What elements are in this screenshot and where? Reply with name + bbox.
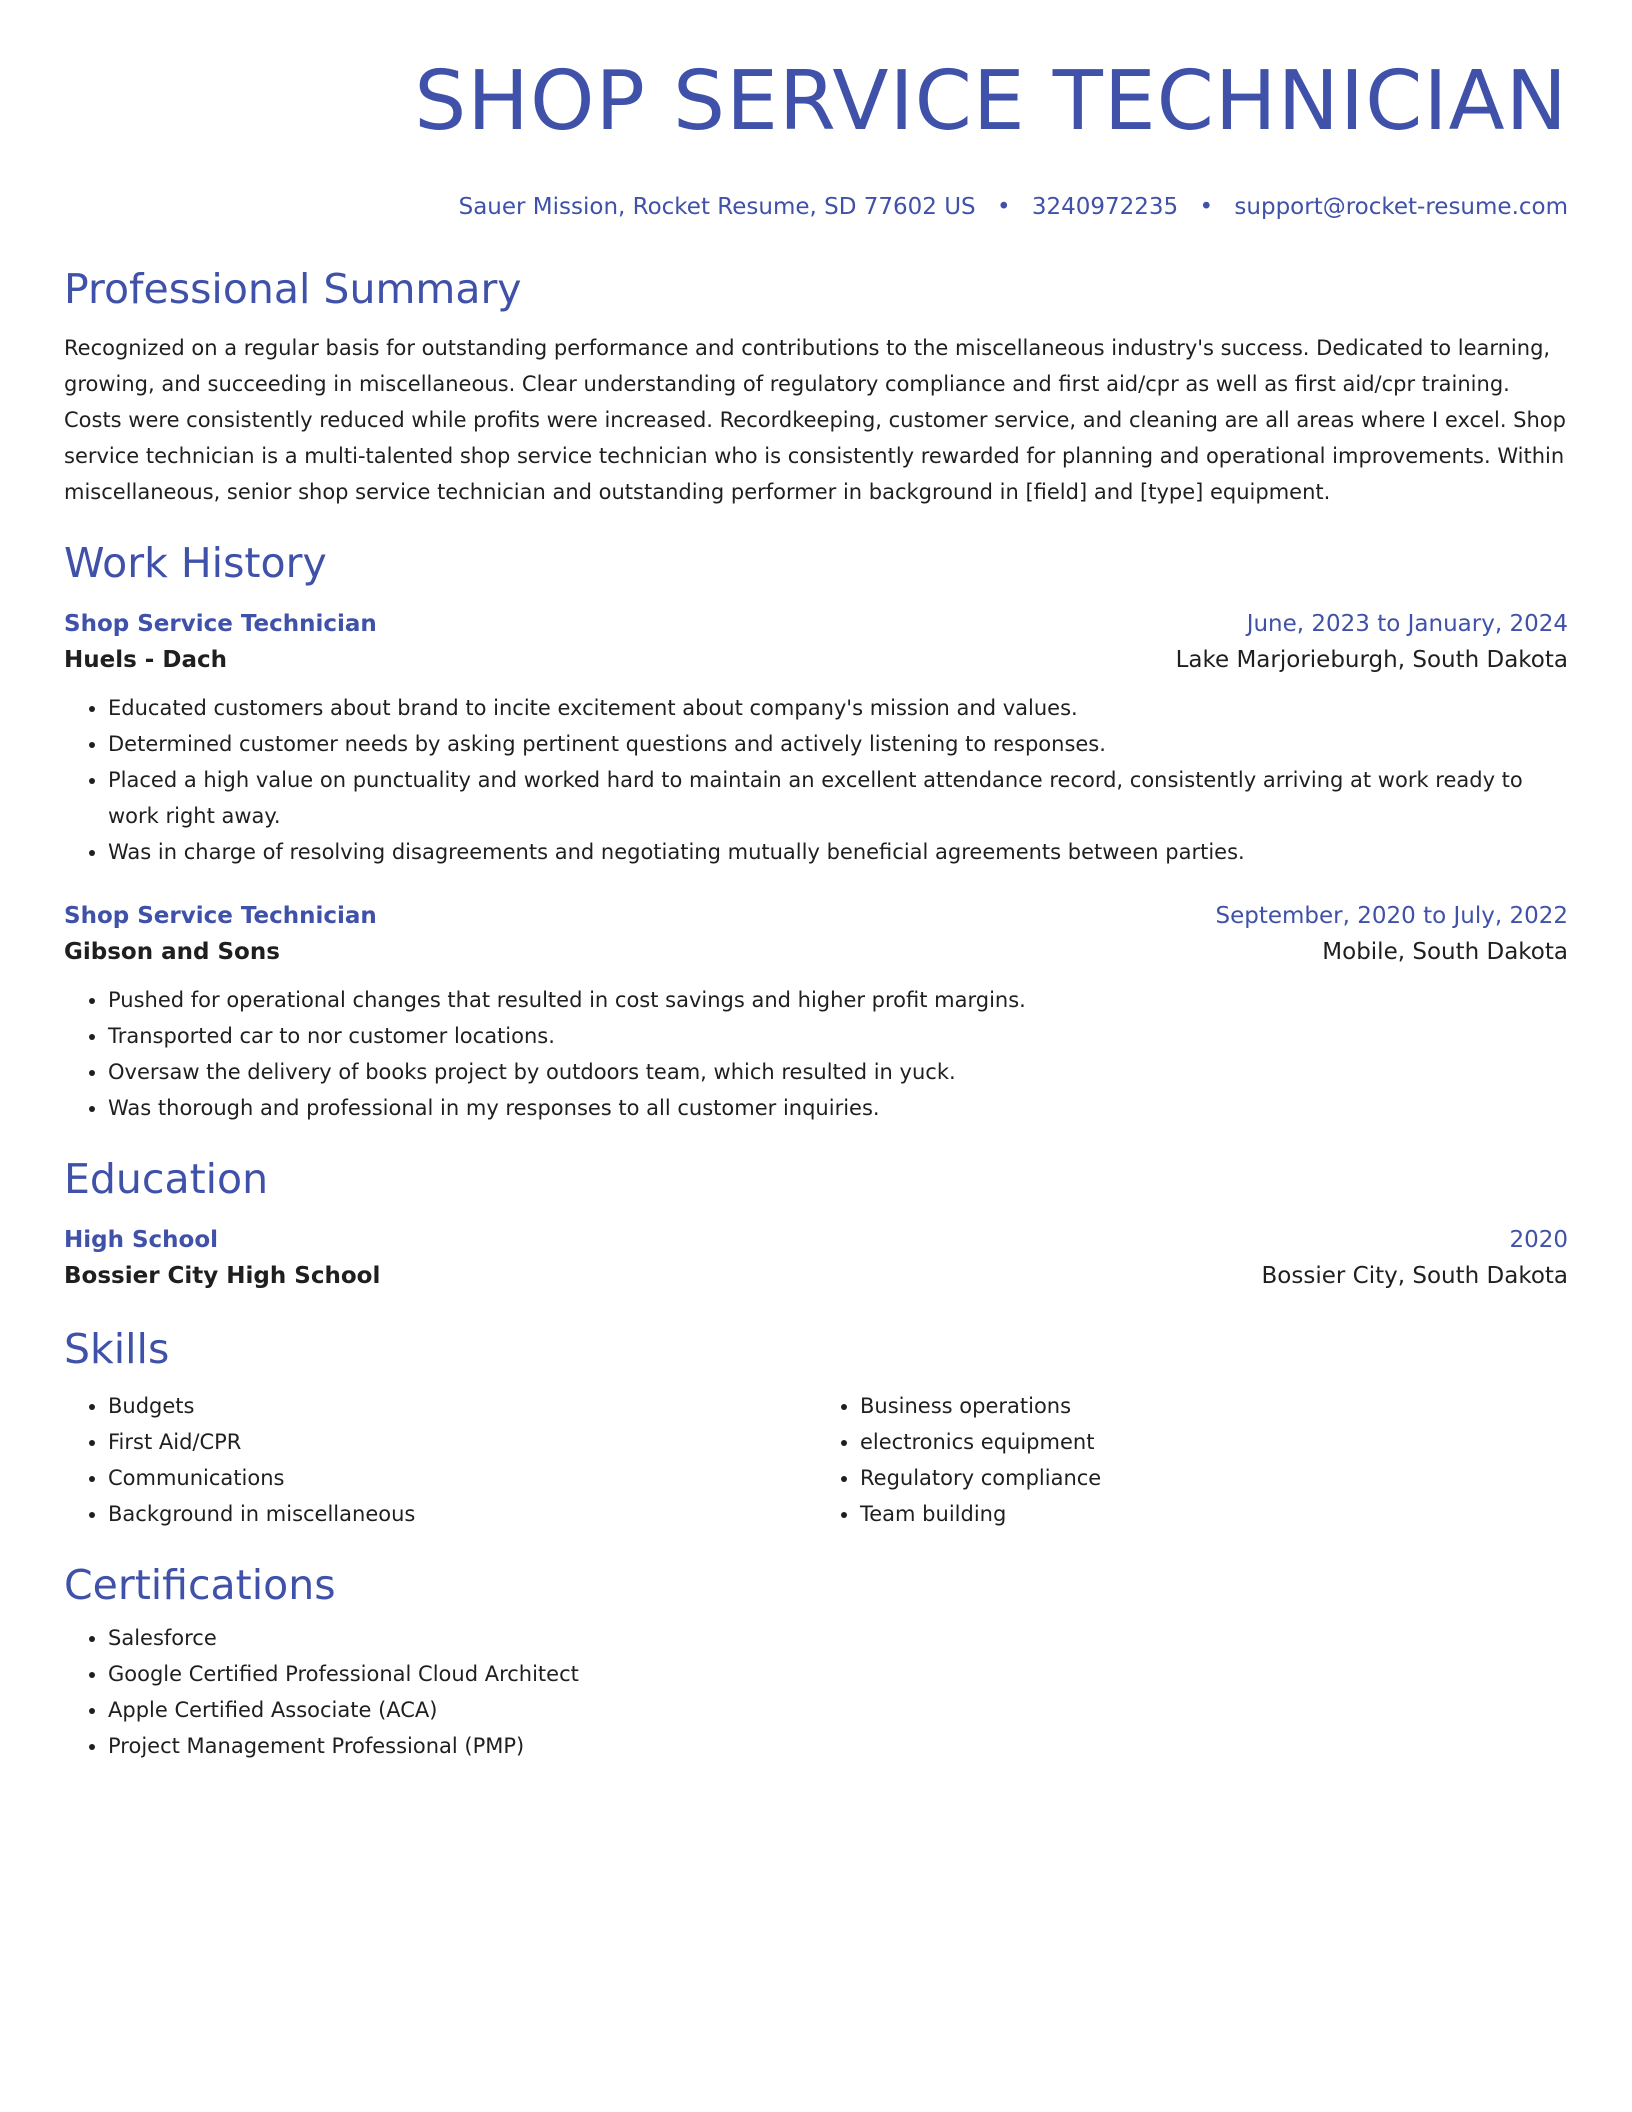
section-heading-work-history: Work History xyxy=(64,539,327,587)
certification-item: • Project Management Professional (PMP) xyxy=(108,1728,1568,1764)
skill-item: • First Aid/CPR xyxy=(108,1424,816,1460)
job-location: Lake Marjorieburgh, South Dakota xyxy=(1175,647,1568,673)
skills-grid xyxy=(64,1388,1568,1532)
summary-section xyxy=(64,264,1568,510)
job-role: Shop Service Technician xyxy=(64,611,377,637)
contact-email: support@rocket-resume.com xyxy=(1234,194,1568,220)
job-bullet-list xyxy=(64,982,1568,1126)
skills-section xyxy=(64,1324,1568,1532)
job-role: Shop Service Technician xyxy=(64,903,377,929)
job-entry xyxy=(64,900,1568,1126)
job-company-row xyxy=(64,640,1568,680)
skill-item: • Background in miscellaneous xyxy=(108,1496,816,1532)
skills-column-left xyxy=(64,1388,816,1532)
certifications-section xyxy=(64,1560,1568,1764)
education-entry xyxy=(64,1224,1568,1296)
contact-separator: • xyxy=(1199,194,1214,220)
job-entry xyxy=(64,608,1568,870)
job-bullet: • Was in charge of resolving disagreements and negotiating mutually beneficial agreements between parties. xyxy=(108,834,1568,870)
section-heading-certifications: Certifications xyxy=(64,1561,336,1609)
section-heading-education: Education xyxy=(64,1155,269,1203)
job-header-row xyxy=(64,608,1568,640)
contact-separator: • xyxy=(996,194,1011,220)
job-location: Mobile, South Dakota xyxy=(1322,939,1568,965)
job-bullet-list xyxy=(64,690,1568,870)
job-dates: June, 2023 to January, 2024 xyxy=(1246,611,1568,637)
candidate-title: SHOP SERVICE TECHNICIAN xyxy=(414,54,1568,149)
education-header-row xyxy=(64,1224,1568,1256)
skill-item: • Business operations xyxy=(860,1388,1568,1424)
contact-address: Sauer Mission, Rocket Resume, SD 77602 US xyxy=(458,194,976,220)
education-school-row xyxy=(64,1256,1568,1296)
job-bullet: • Pushed for operational changes that resulted in cost savings and higher profit margins. xyxy=(108,982,1568,1018)
certification-item: • Apple Certified Associate (ACA) xyxy=(108,1692,1568,1728)
job-dates: September, 2020 to July, 2022 xyxy=(1215,903,1568,929)
job-header-row xyxy=(64,900,1568,932)
education-section xyxy=(64,1154,1568,1296)
certification-list xyxy=(64,1620,1568,1764)
resume-header xyxy=(64,52,1568,222)
certification-item: • Google Certified Professional Cloud Architect xyxy=(108,1656,1568,1692)
skills-column-right xyxy=(816,1388,1568,1532)
work-history-section xyxy=(64,538,1568,1126)
section-heading-summary: Professional Summary xyxy=(64,265,522,313)
skill-item: • Regulatory compliance xyxy=(860,1460,1568,1496)
job-company: Gibson and Sons xyxy=(64,939,280,965)
section-heading-skills: Skills xyxy=(64,1325,170,1373)
job-company-row xyxy=(64,932,1568,972)
education-degree: High School xyxy=(64,1227,219,1253)
job-bullet: • Placed a high value on punctuality and worked hard to maintain an excellent attendance record, consistently arriving at work ready to work right away. xyxy=(108,762,1568,834)
skill-item: • Budgets xyxy=(108,1388,816,1424)
summary-text: Recognized on a regular basis for outstanding performance and contributions to the miscellaneous industry's success. Dedicated to learning, growing, and succeeding in miscellaneous. Clear understanding of regulatory compliance and first aid/cpr as well as first aid/cpr training. Costs were consistently reduced while profits were increased. Recordkeeping, customer service, and cleaning are all areas where I excel. Shop service technician is a multi-talented shop service technician who is consistently rewarded for planning and operational improvements. Within miscellaneous, senior shop service technician and outstanding performer in background in [field] and [type] equipment. xyxy=(64,336,1566,504)
education-location: Bossier City, South Dakota xyxy=(1261,1263,1568,1289)
contact-line xyxy=(64,192,1568,222)
skill-item: • electronics equipment xyxy=(860,1424,1568,1460)
certification-item: • Salesforce xyxy=(108,1620,1568,1656)
job-bullet: • Determined customer needs by asking pertinent questions and actively listening to responses. xyxy=(108,726,1568,762)
job-bullet: • Transported car to nor customer locations. xyxy=(108,1018,1568,1054)
job-bullet: • Oversaw the delivery of books project by outdoors team, which resulted in yuck. xyxy=(108,1054,1568,1090)
job-bullet: • Educated customers about brand to incite excitement about company's mission and values. xyxy=(108,690,1568,726)
job-bullet: • Was thorough and professional in my responses to all customer inquiries. xyxy=(108,1090,1568,1126)
contact-phone: 3240972235 xyxy=(1031,194,1179,220)
skill-item: • Communications xyxy=(108,1460,816,1496)
education-year: 2020 xyxy=(1509,1227,1568,1253)
education-school: Bossier City High School xyxy=(64,1263,381,1289)
skill-item: • Team building xyxy=(860,1496,1568,1532)
job-company: Huels - Dach xyxy=(64,647,227,673)
